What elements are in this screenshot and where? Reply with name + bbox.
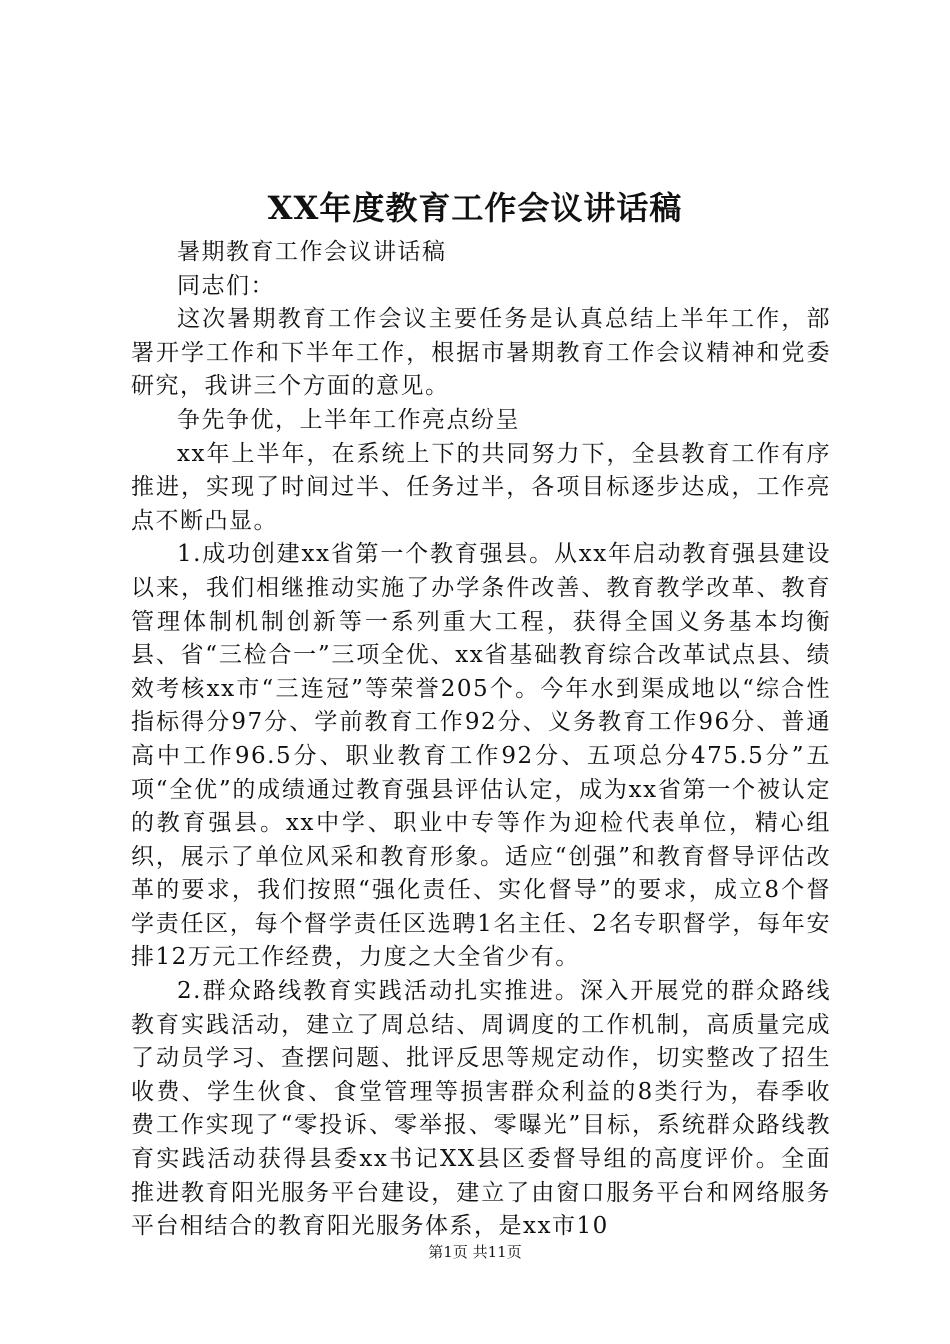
document-title: XX年度教育工作会议讲话稿 [267,189,683,227]
paragraph-item-1: 1.成功创建xx省第一个教育强县。从xx年启动教育强县建设以来，我们相继推动实施了办学条件改善、教育教学改革、教育管理体制机制创新等一系列重大工程，获得全国义务基本均衡县、省“三检合一”三项全优、xx省基础教育综合改革试点县、绩效考核xx市“三连冠”等荣誉205个。今年水到渠成地以“综合性指标得分97分、学前教育工作92分、义务教育工作96分、普通高中工作96.5分、职业教育工作92分、五项总分475.5分”五项“全优”的成绩通过教育强县评估认定，成为xx省第一个被认定的教育强县。xx中学、职业中专等作为迎检代表单位，精心组织，展示了单位风采和教育形象。适应“创强”和教育督导评估改革的要求，我们按照“强化责任、实化督导”的要求，成立8个督学责任区，每个督学责任区选聘1名主任、2名专职督学，每年安排12万元工作经费，力度之大全省少有。 [131,541,831,971]
paragraph-salutation: 同志们： [177,272,275,299]
page-footer: 第1页 共11页 [428,1243,522,1261]
paragraph-subtitle: 暑期教育工作会议讲话稿 [177,239,447,265]
paragraph-intro: 这次暑期教育工作会议主要任务是认真总结上半年工作，部署开学工作和下半年工作，根据市暑期教育工作会议精神和党委研究，我讲三个方面的意见。 [131,306,831,400]
paragraph-item-2: 2.群众路线教育实践活动扎实推进。深入开展党的群众路线教育实践活动，建立了周总结、周调度的工作机制，高质量完成了动员学习、查摆问题、批评反思等规定动作，切实整改了招生收费、学生伙食、食堂管理等损害群众利益的8类行为，春季收费工作实现了“零投诉、零举报、零曝光”目标，系统群众路线教育实践活动获得县委xx书记XX县区委督导组的高度评价。全面推进教育阳光服务平台建设，建立了由窗口服务平台和网络服务平台相结合的教育阳光服务体系，是xx市10 [131,978,831,1240]
paragraph-overview: xx年上半年，在系统上下的共同努力下，全县教育工作有序推进，实现了时间过半、任务过半，各项目标逐步达成，工作亮点不断凸显。 [131,440,831,534]
section-heading: 争先争优，上半年工作亮点纷呈 [177,406,520,433]
document-body [131,236,831,1244]
